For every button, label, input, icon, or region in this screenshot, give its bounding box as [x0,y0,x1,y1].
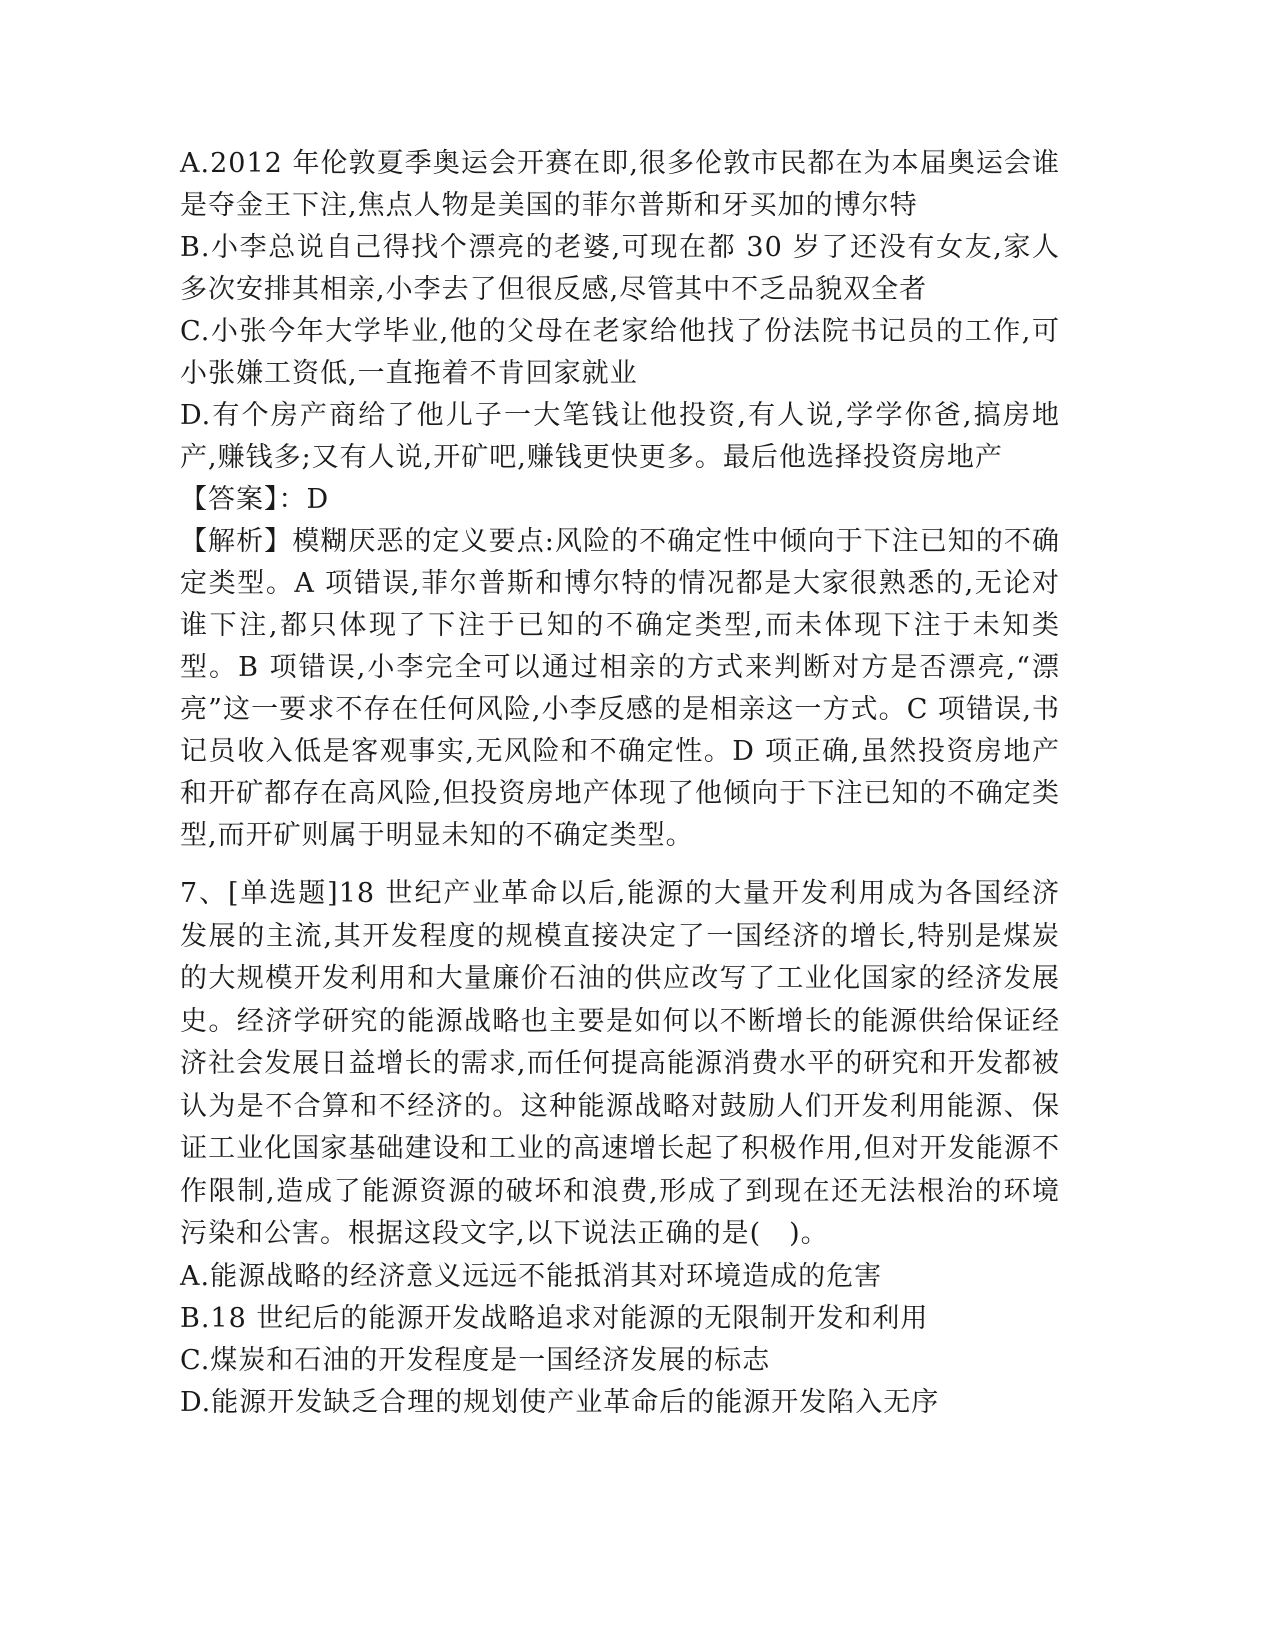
previous-question-options [180,143,1060,857]
document-page [180,143,1060,1424]
answer-line [180,479,1060,521]
analysis-paragraph [180,521,1060,857]
analysis-label: 【解析】 [180,526,293,557]
question-7 [180,873,1060,1424]
option-d: D.有个房产商给了他儿子一大笔钱让他投资,有人说,学学你爸,搞房地产,赚钱多;又有人说,开矿吧,赚钱更快更多。最后他选择投资房地产 [180,400,1060,473]
option-c: C.煤炭和石油的开发程度是一国经济发展的标志 [180,1344,771,1376]
analysis-text: 模糊厌恶的定义要点:风险的不确定性中倾向于下注已知的不确定类型。A 项错误,菲尔普斯和博尔特的情况都是大家很熟悉的,无论对谁下注,都只体现了下注于已知的不确定类型,而未体现下注于未知类型。B 项错误,小李完全可以通过相亲的方式来判断对方是否漂亮,“漂亮”这一要求不存在任何风险,小李反感的是相亲这一方式。C 项错误,书记员收入低是客观事实,无风险和不确定性。D 项正确,虽然投资房地产和开矿都存在高风险,但投资房地产体现了他倾向于下注已知的不确定类型,而开矿则属于明显未知的不确定类型。 [180,526,1060,851]
answer-value: D [306,484,330,515]
option-a: A.能源战略的经济意义远远不能抵消其对环境造成的危害 [180,1260,883,1292]
answer-label: 【答案】： [180,484,307,515]
option-d: D.能源开发缺乏合理的规划使产业革命后的能源开发陷入无序 [180,1386,940,1418]
option-b: B.18 世纪后的能源开发战略追求对能源的无限制开发和利用 [180,1302,929,1334]
option-c: C.小张今年大学毕业,他的父母在老家给他找了份法院书记员的工作,可小张嫌工资低,一直拖着不肯回家就业 [180,316,1060,389]
option-a: A.2012 年伦敦夏季奥运会开赛在即,很多伦敦市民都在为本届奥运会谁是夺金王下注,焦点人物是美国的菲尔普斯和牙买加的博尔特 [180,148,1060,221]
question-stem: 7、[单选题]18 世纪产业革命以后,能源的大量开发利用成为各国经济发展的主流,其开发程度的规模直接决定了一国经济的增长,特别是煤炭的大规模开发利用和大量廉价石油的供应改写了工业化国家的经济发展史。经济学研究的能源战略也主要是如何以不断增长的能源供给保证经济社会发展日益增长的需求,而任何提高能源消费水平的研究和开发都被认为是不合算和不经济的。这种能源战略对鼓励人们开发利用能源、保证工业化国家基础建设和工业的高速增长起了积极作用,但对开发能源不作限制,造成了能源资源的破坏和浪费,形成了到现在还无法根治的环境污染和公害。根据这段文字,以下说法正确的是( )。 [180,878,1060,1249]
option-b: B.小李总说自己得找个漂亮的老婆,可现在都 30 岁了还没有女友,家人多次安排其相亲,小李去了但很反感,尽管其中不乏品貌双全者 [180,232,1060,305]
